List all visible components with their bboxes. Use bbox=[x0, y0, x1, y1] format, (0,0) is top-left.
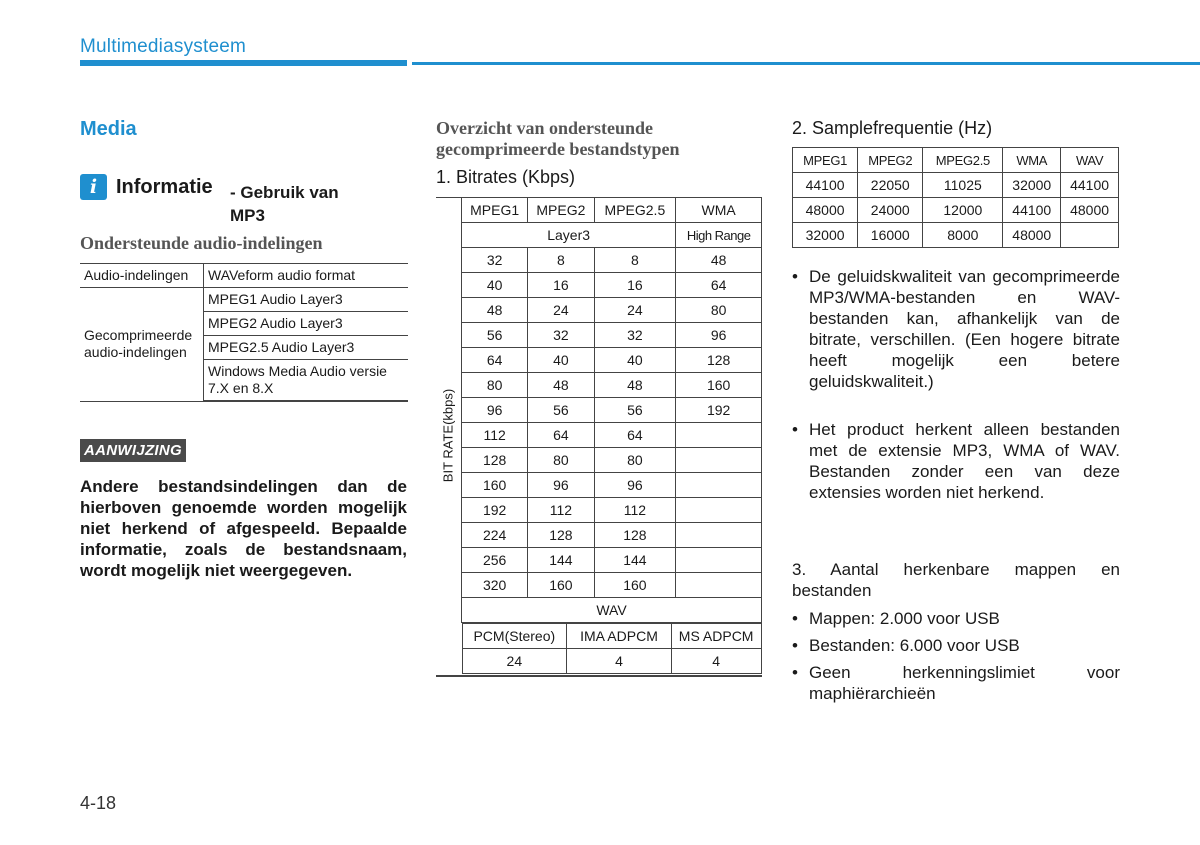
table-row bbox=[462, 573, 762, 598]
table-row bbox=[462, 473, 762, 498]
quality-text: De geluidskwaliteit van gecomprimeerde MP3/WMA-bestanden en WAV-bestanden kan, afhankelijk van de bitrate, verschillen. (Een hogere bitrate heeft mogelijk een betere geluidskwaliteit.) bbox=[809, 267, 1120, 391]
table-row bbox=[80, 288, 408, 312]
table-cell: 44100 bbox=[793, 173, 858, 198]
bitrate-side-label-text: BIT RATE(kbps) bbox=[440, 388, 456, 483]
table-cell: 56 bbox=[528, 398, 594, 423]
table-cell bbox=[676, 498, 762, 523]
header-rule bbox=[412, 62, 1200, 65]
sample-rate-title: 2. Samplefrequentie (Hz) bbox=[792, 118, 993, 138]
table-row bbox=[793, 173, 1119, 198]
bullet-icon: • bbox=[792, 267, 798, 286]
info-subtitle: - Gebruik van MP3 bbox=[230, 183, 339, 225]
table-cell: 32000 bbox=[793, 223, 858, 248]
table-row bbox=[462, 598, 762, 623]
table-cell: 80 bbox=[462, 373, 528, 398]
header-rule-accent bbox=[80, 60, 407, 66]
table-cell: 8 bbox=[528, 248, 594, 273]
table-cell: 144 bbox=[594, 548, 676, 573]
table-row bbox=[462, 298, 762, 323]
list-item bbox=[792, 635, 1120, 657]
table-cell: 192 bbox=[462, 498, 528, 523]
table-row bbox=[462, 623, 762, 675]
column-header: PCM(Stereo) bbox=[462, 624, 567, 649]
table-cell: 32 bbox=[594, 323, 676, 348]
table-cell: 80 bbox=[528, 448, 594, 473]
layer-label: Layer3 bbox=[462, 223, 676, 248]
table-row bbox=[462, 649, 761, 674]
column-header: MPEG1 bbox=[793, 148, 858, 173]
table-row bbox=[462, 448, 762, 473]
table-cell bbox=[676, 573, 762, 598]
table-cell: MPEG2 Audio Layer3 bbox=[204, 312, 409, 336]
table-cell: 44100 bbox=[1061, 173, 1119, 198]
bullet-icon: • bbox=[792, 663, 798, 682]
table-cell: 56 bbox=[594, 398, 676, 423]
table-cell: 8 bbox=[594, 248, 676, 273]
media-heading: Media bbox=[80, 118, 137, 140]
table-cell: 48 bbox=[676, 248, 762, 273]
table-cell: 128 bbox=[462, 448, 528, 473]
table-cell: 16 bbox=[528, 273, 594, 298]
table-row bbox=[462, 523, 762, 548]
table-row bbox=[462, 624, 761, 649]
table-cell: 16000 bbox=[858, 223, 923, 248]
page-number: 4-18 bbox=[80, 793, 117, 813]
column-header: WAV bbox=[1061, 148, 1119, 173]
table-cell: 128 bbox=[528, 523, 594, 548]
table-cell: Gecomprimeerde audio-indelingen bbox=[80, 288, 204, 402]
table-cell: 11025 bbox=[923, 173, 1003, 198]
table-cell: 40 bbox=[462, 273, 528, 298]
table-cell: 64 bbox=[462, 348, 528, 373]
table-cell: 64 bbox=[528, 423, 594, 448]
table-cell: 40 bbox=[528, 348, 594, 373]
table-rule bbox=[436, 197, 461, 198]
column-header: WMA bbox=[676, 198, 762, 223]
table-cell: 16 bbox=[594, 273, 676, 298]
sample-rate-table bbox=[792, 147, 1119, 248]
wav-subtable bbox=[462, 623, 762, 674]
table-cell: 112 bbox=[594, 498, 676, 523]
table-cell: 24000 bbox=[858, 198, 923, 223]
table-cell: WAVeform audio format bbox=[204, 264, 409, 288]
column-header: MPEG2.5 bbox=[594, 198, 676, 223]
table-cell: 48000 bbox=[1003, 223, 1061, 248]
column-header: MS ADPCM bbox=[671, 624, 761, 649]
column-header: MPEG2 bbox=[858, 148, 923, 173]
table-cell: 80 bbox=[676, 298, 762, 323]
table-cell: 32 bbox=[462, 248, 528, 273]
list-item bbox=[792, 419, 1120, 529]
bullet-icon: • bbox=[792, 636, 798, 655]
table-cell: 160 bbox=[528, 573, 594, 598]
table-cell: 4 bbox=[671, 649, 761, 674]
table-cell: 48 bbox=[594, 373, 676, 398]
column-header: IMA ADPCM bbox=[567, 624, 672, 649]
table-cell: 64 bbox=[676, 273, 762, 298]
table-row bbox=[462, 423, 762, 448]
table-row bbox=[793, 223, 1119, 248]
table-row bbox=[462, 348, 762, 373]
column-header: MPEG2 bbox=[528, 198, 594, 223]
count-title-text bbox=[792, 559, 1120, 601]
table-cell: 48 bbox=[528, 373, 594, 398]
table-cell: 96 bbox=[676, 323, 762, 348]
table-cell: 44100 bbox=[1003, 198, 1061, 223]
table-cell: 128 bbox=[676, 348, 762, 373]
bitrate-title: 1. Bitrates (Kbps) bbox=[436, 167, 576, 187]
table-header-row bbox=[793, 148, 1119, 173]
table-cell: 32000 bbox=[1003, 173, 1061, 198]
table-row bbox=[462, 248, 762, 273]
table-row bbox=[80, 264, 408, 288]
table-cell: 22050 bbox=[858, 173, 923, 198]
table-cell bbox=[1061, 223, 1119, 248]
table-row bbox=[462, 548, 762, 573]
table-cell bbox=[676, 448, 762, 473]
folders-text: Mappen: 2.000 voor USB bbox=[809, 609, 1000, 628]
table-cell: 24 bbox=[462, 649, 567, 674]
table-cell: MPEG1 Audio Layer3 bbox=[204, 288, 409, 312]
limit-text: Geen herkenningslimiet voor maphiërarchieën bbox=[809, 663, 1120, 703]
bitrate-rows bbox=[462, 248, 762, 598]
list-item bbox=[792, 266, 1120, 416]
table-cell: 144 bbox=[528, 548, 594, 573]
wav-subtable-cell bbox=[462, 623, 762, 675]
table-row bbox=[462, 373, 762, 398]
table-cell bbox=[676, 423, 762, 448]
table-cell: 256 bbox=[462, 548, 528, 573]
table-cell: 80 bbox=[594, 448, 676, 473]
table-cell: 48 bbox=[462, 298, 528, 323]
table-header-row bbox=[462, 198, 762, 223]
table-cell: 40 bbox=[594, 348, 676, 373]
table-cell: 32 bbox=[528, 323, 594, 348]
table-row bbox=[462, 398, 762, 423]
table-cell: 12000 bbox=[923, 198, 1003, 223]
table-row bbox=[462, 273, 762, 298]
column-header: MPEG1 bbox=[462, 198, 528, 223]
audio-formats-table bbox=[80, 263, 408, 402]
table-cell: 24 bbox=[528, 298, 594, 323]
list-item bbox=[792, 608, 1120, 630]
audio-formats-heading: Ondersteunde audio-indelingen bbox=[80, 233, 323, 253]
table-row bbox=[462, 323, 762, 348]
bitrate-table bbox=[461, 197, 762, 674]
table-cell bbox=[676, 523, 762, 548]
files-text: Bestanden: 6.000 voor USB bbox=[809, 636, 1020, 655]
sample-rows bbox=[793, 173, 1119, 248]
table-row bbox=[793, 198, 1119, 223]
section-title: Multimediasysteem bbox=[80, 36, 247, 57]
table-cell: 112 bbox=[462, 423, 528, 448]
bullet-icon: • bbox=[792, 609, 798, 628]
table-cell: 24 bbox=[594, 298, 676, 323]
note-text: Andere bestandsindelingen dan de hierboven genoemde worden mogelijk niet herkend of afgespeeld. Bepaalde informatie, zoals de bestandsnaam, wordt mogelijk niet weergegeven. bbox=[80, 477, 407, 580]
high-range-label: High Range bbox=[676, 223, 762, 248]
wav-label: WAV bbox=[462, 598, 762, 623]
extension-text: Het product herkent alleen bestanden met de extensie MP3, WMA of WAV. Bestanden zonder een van deze extensies worden niet herkend. bbox=[809, 420, 1120, 502]
table-cell: 224 bbox=[462, 523, 528, 548]
table-cell: Windows Media Audio versie 7.X en 8.X bbox=[204, 360, 409, 402]
info-icon: i bbox=[80, 174, 107, 200]
table-row bbox=[462, 498, 762, 523]
table-cell: 192 bbox=[676, 398, 762, 423]
file-types-heading: Overzicht van ondersteunde gecomprimeerde bestandstypen bbox=[436, 118, 680, 159]
table-cell: 112 bbox=[528, 498, 594, 523]
table-cell: 96 bbox=[462, 398, 528, 423]
table-cell: 96 bbox=[594, 473, 676, 498]
table-cell: 48000 bbox=[793, 198, 858, 223]
count-title bbox=[792, 559, 1120, 601]
table-cell: 4 bbox=[567, 649, 672, 674]
note-label: AANWIJZING bbox=[80, 439, 186, 462]
column-header: MPEG2.5 bbox=[923, 148, 1003, 173]
table-cell: 48000 bbox=[1061, 198, 1119, 223]
table-cell: MPEG2.5 Audio Layer3 bbox=[204, 336, 409, 360]
table-cell: 8000 bbox=[923, 223, 1003, 248]
table-cell: 96 bbox=[528, 473, 594, 498]
table-cell: 56 bbox=[462, 323, 528, 348]
table-header-row bbox=[462, 223, 762, 248]
table-cell: Audio-indelingen bbox=[80, 264, 204, 288]
table-cell: 320 bbox=[462, 573, 528, 598]
table-cell: 160 bbox=[676, 373, 762, 398]
info-title: Informatie bbox=[116, 176, 213, 198]
list-item bbox=[792, 662, 1120, 706]
table-cell bbox=[676, 473, 762, 498]
column-header: WMA bbox=[1003, 148, 1061, 173]
table-cell bbox=[676, 548, 762, 573]
table-cell: 128 bbox=[594, 523, 676, 548]
table-cell: 160 bbox=[462, 473, 528, 498]
table-rule bbox=[436, 675, 762, 677]
count-title-bound: 3. Aantal herkenbare mappen en bestanden bbox=[792, 560, 1120, 600]
table-cell: 160 bbox=[594, 573, 676, 598]
bullet-icon: • bbox=[792, 420, 798, 439]
table-cell: 64 bbox=[594, 423, 676, 448]
